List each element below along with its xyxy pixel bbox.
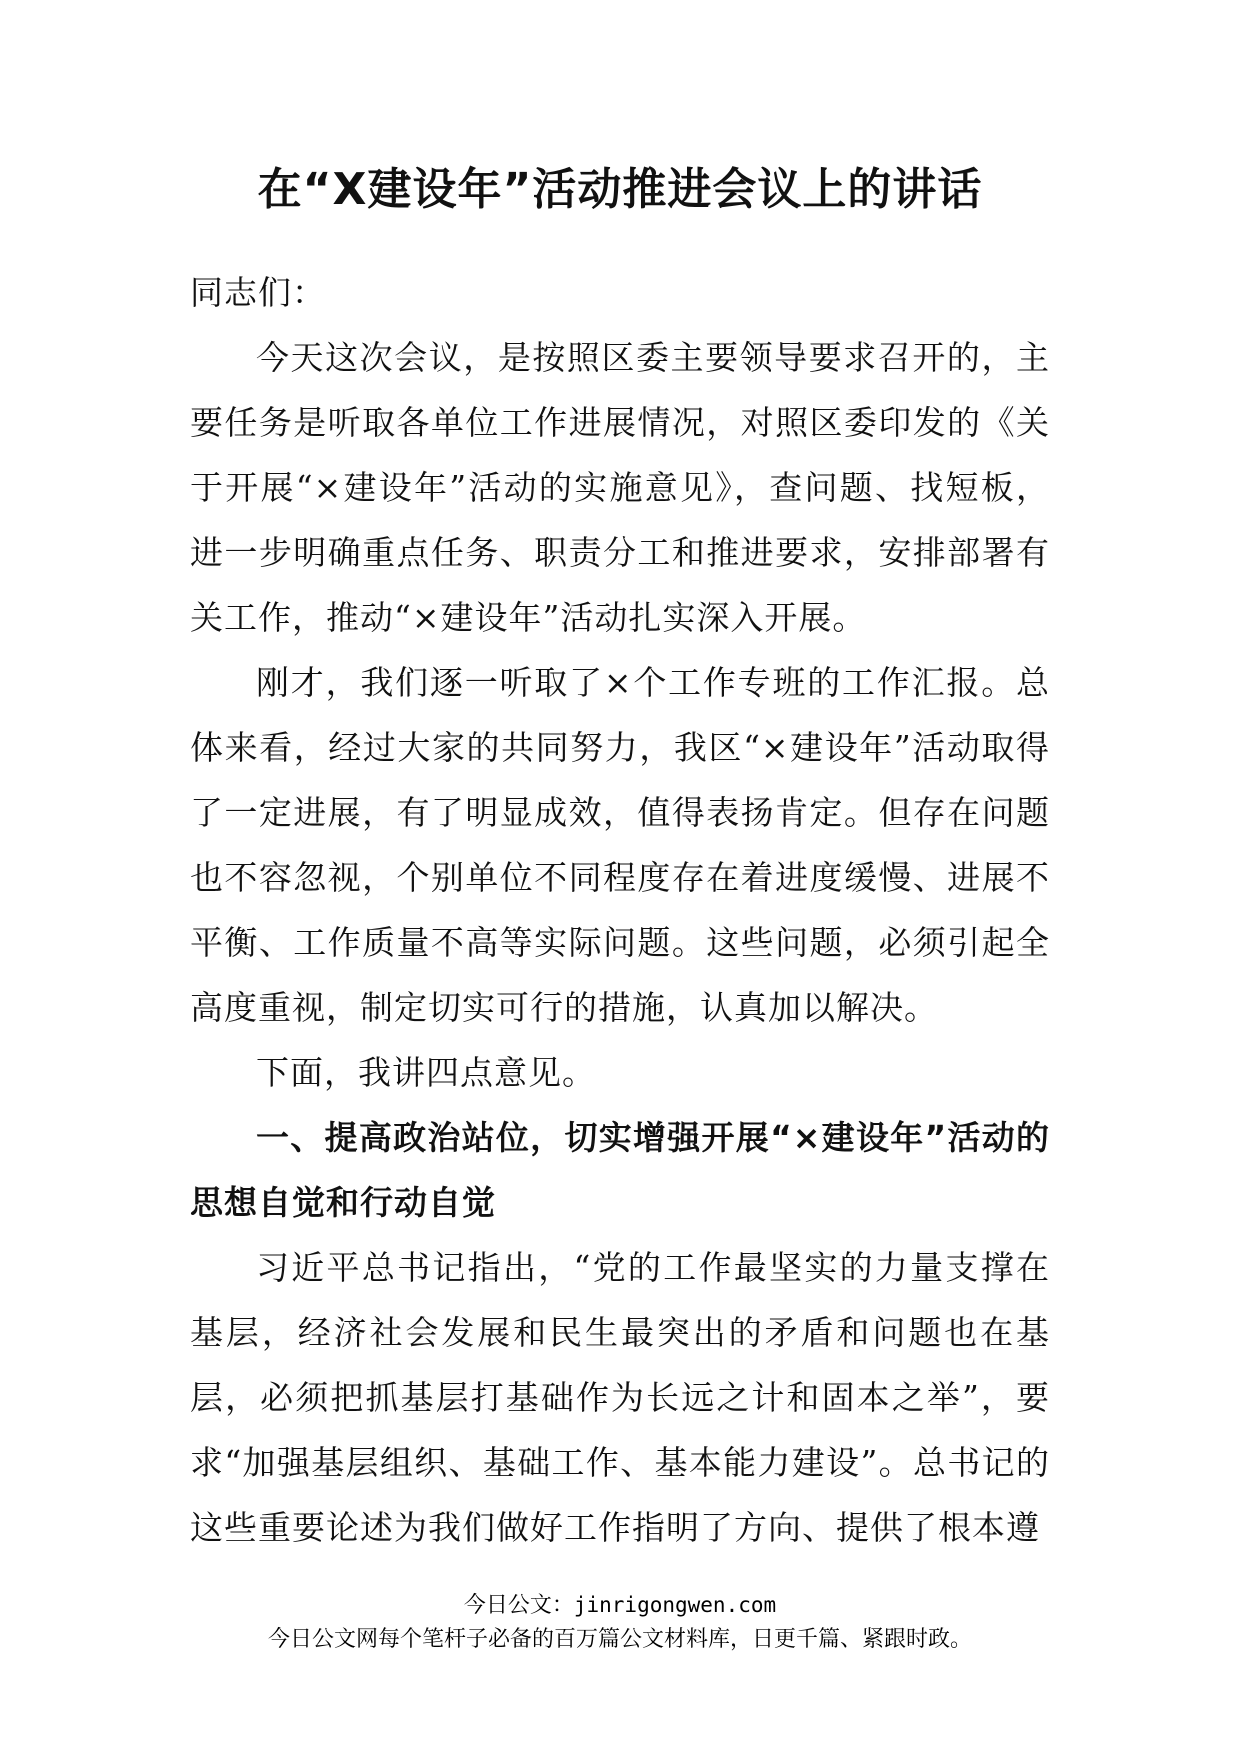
footer-url-link[interactable]: jinrigongwen.com [573, 1593, 777, 1617]
salutation: 同志们： [190, 273, 326, 312]
footer-label: 今日公文： [463, 1593, 574, 1618]
footer [0, 1588, 1240, 1657]
paragraph-intro: 今天这次会议，是按照区委主要领导要求召开的，主要任务是听取各单位工作进展情况，对照区委印发的《关于开展“×建设年”活动的实施意见》，查问题、找短板，进一步明确重点任务、职责分工和推进要求，安排部署有关工作，推动“×建设年”活动扎实深入开展。 [190, 338, 1050, 637]
paragraph-section-1: 习近平总书记指出，“党的工作最坚实的力量支撑在基层，经济社会发展和民生最突出的矛盾和问题也在基层，必须把抓基层打基础作为长远之计和固本之举”，要求“加强基层组织、基础工作、基本能力建设”。总书记的这些重要论述为我们做好工作指明了方向、提供了根本遵 [190, 1248, 1050, 1547]
paragraph-review: 刚才，我们逐一听取了×个工作专班的工作汇报。总体来看，经过大家的共同努力，我区“×建设年”活动取得了一定进展，有了明显成效，值得表扬肯定。但存在问题也不容忽视，个别单位不同程度存在着进度缓慢、进展不平衡、工作质量不高等实际问题。这些问题，必须引起全高度重视，制定切实可行的措施，认真加以解决。 [190, 663, 1050, 1027]
section-heading-1: 一、提高政治站位，切实增强开展“×建设年”活动的思想自觉和行动自觉 [190, 1118, 1050, 1222]
paragraph-transition: 下面，我讲四点意见。 [256, 1053, 596, 1092]
document-title: 在“X建设年”活动推进会议上的讲话 [257, 164, 983, 215]
footer-tagline: 今日公文网每个笔杆子必备的百万篇公文材料库，日更千篇、紧跟时政。 [267, 1627, 972, 1652]
footer-source [0, 1588, 1240, 1623]
document-body [190, 260, 1050, 1560]
